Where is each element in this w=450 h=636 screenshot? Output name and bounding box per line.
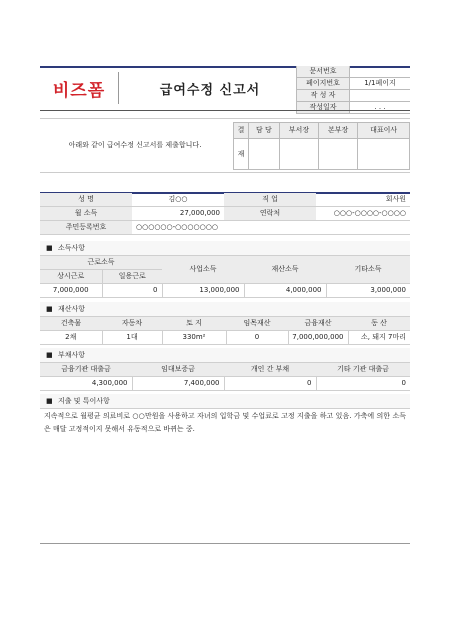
job-label: 직 업 bbox=[224, 193, 316, 207]
submit-statement: 아래와 같이 급여수정 신고서를 제출합니다. bbox=[68, 141, 202, 149]
basic-info-table bbox=[40, 193, 410, 235]
square-bullet-icon: ■ bbox=[46, 305, 53, 313]
meta-value[interactable]: . . . bbox=[350, 102, 411, 114]
meta-value[interactable] bbox=[350, 66, 411, 78]
meta-row bbox=[297, 90, 411, 102]
approval-sign-cell[interactable] bbox=[249, 139, 280, 170]
other-loan-field[interactable]: 0 bbox=[316, 377, 410, 391]
approval-head: 대표이사 bbox=[358, 123, 410, 139]
table-row bbox=[40, 207, 410, 221]
income-table bbox=[40, 256, 410, 298]
daily-labor-label: 일용근로 bbox=[102, 270, 162, 284]
square-bullet-icon: ■ bbox=[46, 397, 53, 405]
divider bbox=[40, 172, 410, 173]
section-title: 지출 및 특이사항 bbox=[58, 397, 110, 405]
asset-header: 금융재산 bbox=[288, 317, 348, 331]
property-income-label: 재산소득 bbox=[244, 256, 326, 284]
approval-head: 담 당 bbox=[249, 123, 280, 139]
section-income-header bbox=[40, 241, 410, 256]
meta-label: 작성일자 bbox=[297, 102, 350, 114]
job-field[interactable]: 회사원 bbox=[316, 193, 410, 207]
meta-value[interactable] bbox=[350, 90, 411, 102]
approval-side-label: 재 bbox=[234, 139, 249, 170]
vehicle-field[interactable]: 1대 bbox=[102, 331, 162, 345]
rrn-field[interactable]: ○○○○○○-○○○○○○○ bbox=[132, 221, 410, 235]
section-title: 재산사항 bbox=[58, 305, 86, 313]
debt-header: 금융기관 대출금 bbox=[40, 363, 132, 377]
land-field[interactable]: 330m² bbox=[162, 331, 226, 345]
document-meta-table bbox=[296, 66, 410, 114]
financial-asset-field[interactable]: 7,000,000,000 bbox=[288, 331, 348, 345]
approval-head: 본부장 bbox=[319, 123, 358, 139]
name-label: 성 명 bbox=[40, 193, 132, 207]
property-income-field[interactable]: 4,000,000 bbox=[244, 284, 326, 298]
approval-sign-cell[interactable] bbox=[358, 139, 410, 170]
labor-income-label: 근로소득 bbox=[40, 256, 162, 270]
table-row bbox=[40, 331, 410, 345]
table-row bbox=[40, 377, 410, 391]
debt-header: 개인 간 부채 bbox=[224, 363, 316, 377]
meta-label: 문서번호 bbox=[297, 66, 350, 78]
asset-header: 토 지 bbox=[162, 317, 226, 331]
asset-header: 자동차 bbox=[102, 317, 162, 331]
debt-header: 임대보증금 bbox=[132, 363, 224, 377]
income-label: 월 소득 bbox=[40, 207, 132, 221]
section-title: 소득사항 bbox=[58, 244, 86, 252]
section-title: 부채사항 bbox=[58, 351, 86, 359]
other-income-label: 기타소득 bbox=[326, 256, 410, 284]
asset-header: 동 산 bbox=[348, 317, 410, 331]
name-field[interactable]: 김○○ bbox=[132, 193, 224, 207]
section-notes-header bbox=[40, 394, 410, 409]
approval-side-label: 결 bbox=[234, 123, 249, 139]
regular-labor-label: 상시근로 bbox=[40, 270, 102, 284]
divider bbox=[40, 118, 410, 119]
approval-head-row bbox=[234, 123, 410, 139]
table-row bbox=[40, 193, 410, 207]
table-row bbox=[40, 256, 410, 270]
meta-value[interactable]: 1/1페이지 bbox=[350, 78, 411, 90]
other-income-field[interactable]: 3,000,000 bbox=[326, 284, 410, 298]
business-income-label: 사업소득 bbox=[162, 256, 244, 284]
table-row bbox=[40, 284, 410, 298]
contact-label: 연락처 bbox=[224, 207, 316, 221]
income-field[interactable]: 27,000,000 bbox=[132, 207, 224, 221]
section-assets-header bbox=[40, 302, 410, 317]
building-field[interactable]: 2채 bbox=[40, 331, 102, 345]
daily-labor-field[interactable]: 0 bbox=[102, 284, 162, 298]
movable-property-field[interactable]: 소, 돼지 7마리 bbox=[348, 331, 410, 345]
bank-loan-field[interactable]: 4,300,000 bbox=[40, 377, 132, 391]
table-row bbox=[40, 363, 410, 377]
approval-sign-cell[interactable] bbox=[319, 139, 358, 170]
debt-header: 기타 기관 대출금 bbox=[316, 363, 410, 377]
timber-field[interactable]: 0 bbox=[226, 331, 288, 345]
personal-debt-field[interactable]: 0 bbox=[224, 377, 316, 391]
debts-table bbox=[40, 363, 410, 391]
rrn-label: 주민등록번호 bbox=[40, 221, 132, 235]
meta-row bbox=[297, 66, 411, 78]
rental-deposit-field[interactable]: 7,400,000 bbox=[132, 377, 224, 391]
asset-header: 임목재산 bbox=[226, 317, 288, 331]
bizform-logo: 비즈폼 bbox=[40, 72, 119, 104]
regular-labor-field[interactable]: 7,000,000 bbox=[40, 284, 102, 298]
asset-header: 건축물 bbox=[40, 317, 102, 331]
contact-field[interactable]: ○○○-○○○○-○○○○ bbox=[316, 207, 410, 221]
approval-sign-cell[interactable] bbox=[279, 139, 318, 170]
section-debts-header bbox=[40, 348, 410, 363]
notes-field[interactable]: 지속적으로 월평균 의료비로 ○○만원을 사용하고 자녀의 입학금 및 수업료로 고정 지출을 하고 있음. 가축에 의한 소득은 매달 고정적이지 못해서 유동적으로 바뀌는 중. bbox=[44, 412, 406, 433]
meta-row bbox=[297, 102, 411, 114]
table-row bbox=[40, 317, 410, 331]
assets-table bbox=[40, 317, 410, 345]
business-income-field[interactable]: 13,000,000 bbox=[162, 284, 244, 298]
approval-sign-row bbox=[234, 139, 410, 170]
square-bullet-icon: ■ bbox=[46, 244, 53, 252]
approval-box bbox=[233, 122, 410, 170]
table-row bbox=[40, 221, 410, 235]
header-bottom-rule bbox=[40, 110, 410, 111]
meta-label: 작 성 자 bbox=[297, 90, 350, 102]
square-bullet-icon: ■ bbox=[46, 351, 53, 359]
meta-label: 페이지번호 bbox=[297, 78, 350, 90]
approval-head: 부서장 bbox=[279, 123, 318, 139]
meta-row bbox=[297, 78, 411, 90]
document-title: 급여수정 신고서 bbox=[159, 82, 261, 98]
form-bottom-rule bbox=[40, 543, 410, 544]
